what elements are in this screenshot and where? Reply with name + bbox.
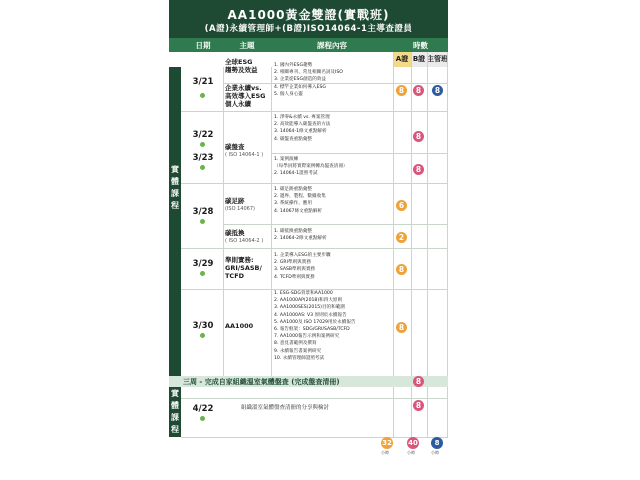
row-date-3-21: 3/21 [192, 77, 214, 87]
self-inventory-band [169, 376, 448, 387]
row-date-4-22: 4/22 [192, 404, 214, 414]
topic-carbon-offset: 碳抵換 ( ISO 14064-2 ) [225, 229, 264, 244]
total-c: 8 [431, 437, 443, 449]
schedule-title: AA1000黃金雙證(實戰班) [227, 8, 390, 22]
hours-c-3-21: 8 [432, 85, 443, 96]
content-3-28-offset: 1. 碳抵換重點彙整 2. 14064-2條文重點解析 [274, 229, 327, 242]
total-a: 32 [382, 439, 392, 447]
date-dot [200, 142, 205, 147]
hours-b-band: 8 [413, 376, 424, 387]
row-date-3-28: 3/28 [192, 207, 214, 217]
band-text: 三周 - 完成自家組織溫室氣體盤查 (完成盤查清冊) [183, 378, 340, 386]
col-content: 課程內容 [317, 41, 347, 50]
col-hour-c: 主管班 [427, 52, 448, 67]
content-3-30: 1. ESG-SDG背景和AA1000 2. AA1000AP(2018)和四大原則 3. AA1000SES(2015)目的和範圍 4. AA1000AS: V3 原則於永續報告 5. AA1000及 ISO 17029用於永續報告 6. 報告框架：SDG/GRI/SASB/TCFD 7. AA1000報告示例和案例研究 8. 意見書範例及撰寫 9. 永續報告書案例研究 10. 永續管理師證照考試 [274, 291, 356, 361]
date-dot [200, 219, 205, 224]
topic-aa1000: AA1000 [225, 322, 254, 330]
column-header [169, 38, 448, 52]
hours-b-3-23: 8 [413, 164, 424, 175]
topic-corporate-esg: 企業永續vs. 高效導入ESG 個人永續 [225, 84, 266, 108]
hours-b-4-22: 8 [413, 400, 424, 411]
hours-b-3-21: 8 [413, 85, 424, 96]
col-hours: 時數 [413, 41, 428, 50]
schedule-subtitle: (A證)永續管理師+(B證)ISO14064-1主導查證員 [204, 24, 413, 34]
topic-carbon-footprint: 碳足跡 (ISO 14067) [225, 197, 255, 212]
schedule-header [169, 0, 448, 38]
hours-b-3-22: 8 [413, 131, 424, 142]
date-dot [200, 333, 205, 338]
content-3-21: 1. 國內外ESG趨勢 2. 相關專刊、常見相關名詞及ISO 3. 企業從ESG創造的效益 4. 標竿企業如何導入ESG 5. 個人身心靈 [274, 63, 343, 97]
topic-carbon-inventory: 碳盤查 ( ISO 14064-1 ) [225, 143, 264, 158]
course-schedule: AA1000黃金雙證(實戰班) (A證)永續管理師+(B證)ISO14064-1主導查證員 日期 主題 課程內容 時數 A證 B證 主管班 實 體 課 程 實 體 課 程 3/21 全球ESG 趨勢及效益 企業永續vs. 高效導入ESG 個人永續 1. 國內外ESG趨勢 2. 相關專刊、常見相關名詞及ISO 3. 企業從ESG創造的效益 4. 標竿企業如何導入ESG 5. 個人身心靈 8 8 8 3/22 3/23 碳盤查 ( ISO 14064-1 ) 1. 淨零&永續 vs. 專案管理 2. 高效能導入碳盤查的方法 3. 14064-1條文重點解析 4. 碳盤查重點彙整 1. 案例演練 （每學員將實際案例轉為盤查清冊） 2. 14064-1證照考試 8 8 3/28 碳足跡 (ISO 14067) 碳抵換 ( ISO 14064-2 ) 1. 碳足跡重點彙整 2. 邊界、製程、數據收集 3. 系統操作、應用 4. 14067條文重點解析 1. 碳抵換重點彙整 2. 14064-2條文重點解析 6 2 3/29 準則實務: GRI/SASB/ TCFD 1. 企業導入ESG的主要步驟 2. GRI準則與實務 3. SASB準則與實務 4. TCFD準則與實務 8 3/30 AA1000 1. ESG-SDG背景和AA1000 2. AA1000AP(2018)和四大原則 3. AA1000SES(2015)目的和範圍 4. AA1000AS: V3 原則於永續報告 5. AA1000及 ISO 17029用於永續報告 6. 報告框架：SDG/GRI/SASB/TCFD 7. AA1000報告示例和案例研究 8. 意見書範例及撰寫 9. 永續報告書案例研究 10. 永續管理師證照考試 8 三周 - 完成自家組織溫室氣體盤查 (完成盤查清冊) 8 4/22 組織溫室氣體盤查清冊的分享與檢討 8 32 小時 40 小時 8 小時 [169, 0, 448, 466]
date-dot [200, 165, 205, 170]
side-label-practice-1: 實 體 課 程 [169, 67, 181, 376]
date-dot [200, 93, 205, 98]
content-3-23: 1. 案例演練 （每學員將實際案例轉為盤查清冊） 2. 14064-1證照考試 [274, 157, 348, 177]
hours-a-3-29: 8 [396, 264, 407, 275]
col-hour-a: A證 [393, 52, 411, 67]
hours-a-3-28-footprint: 6 [396, 200, 407, 211]
date-dot [200, 271, 205, 276]
hours-a-3-21: 8 [396, 85, 407, 96]
col-date: 日期 [195, 41, 211, 50]
content-4-22: 組織溫室氣體盤查清冊的分享與檢討 [241, 405, 330, 411]
hours-a-3-30: 8 [396, 322, 407, 333]
row-date-3-30: 3/30 [192, 321, 214, 331]
total-b: 40 [408, 439, 418, 447]
hours-a-3-28-offset: 2 [396, 232, 407, 243]
content-3-22: 1. 淨零&永續 vs. 專案管理 2. 高效能導入碳盤查的方法 3. 14064-1條文重點解析 4. 碳盤查重點彙整 [274, 115, 331, 142]
side-label-practice-2: 實 體 課 程 [169, 387, 181, 437]
row-date-3-22: 3/22 [192, 130, 214, 140]
topic-standards: 準則實務: GRI/SASB/ TCFD [225, 256, 262, 280]
row-date-3-29: 3/29 [192, 259, 214, 269]
col-topic: 主題 [239, 41, 255, 50]
col-hour-b: B證 [411, 52, 427, 67]
content-3-28-footprint: 1. 碳足跡重點彙整 2. 邊界、製程、數據收集 3. 系統操作、應用 4. 14067條文重點解析 [274, 187, 326, 214]
content-3-29: 1. 企業導入ESG的主要步驟 2. GRI準則與實務 3. SASB準則與實務 4. TCFD準則與實務 [274, 253, 331, 280]
topic-global-esg: 全球ESG 趨勢及效益 [225, 58, 258, 74]
row-date-3-23: 3/23 [192, 153, 214, 163]
date-dot [200, 416, 205, 421]
